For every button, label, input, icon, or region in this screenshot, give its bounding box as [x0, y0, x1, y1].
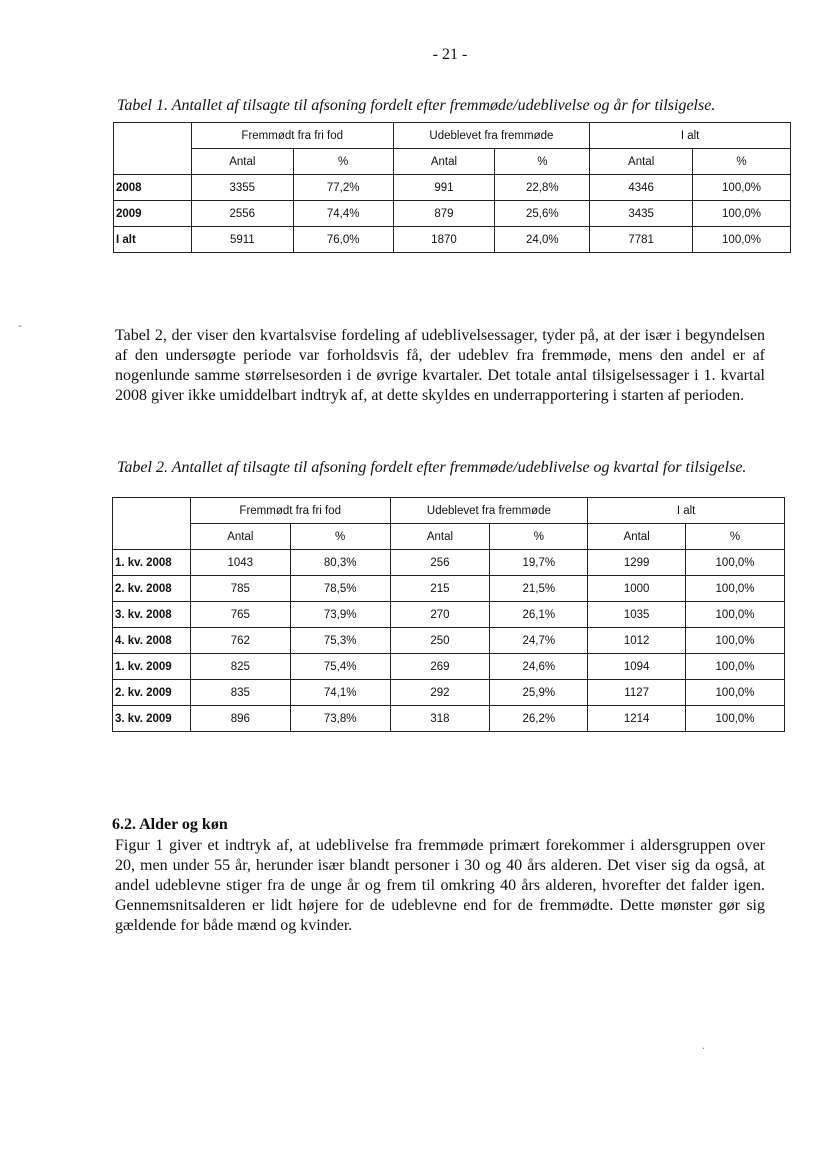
- table-row: [113, 550, 785, 576]
- table-cell: 100,0%: [686, 628, 785, 654]
- table-cell: 292: [390, 680, 490, 706]
- table-cell: 24,7%: [490, 628, 588, 654]
- table-cell: 75,3%: [290, 628, 390, 654]
- table2-sub-header: Antal: [390, 524, 490, 550]
- table-cell: 100,0%: [693, 175, 791, 201]
- table-cell: 25,9%: [490, 680, 588, 706]
- table1-corner-cell: [114, 123, 192, 175]
- section-heading: 6.2. Alder og køn: [112, 816, 228, 833]
- table-cell: 21,5%: [490, 576, 588, 602]
- table2-sub-header: %: [686, 524, 785, 550]
- table-cell: 76,0%: [293, 227, 393, 253]
- table2-sub-header: %: [290, 524, 390, 550]
- table2-corner-cell: [113, 498, 191, 550]
- table-cell: 73,9%: [290, 602, 390, 628]
- table-row: [113, 602, 785, 628]
- table-cell: 269: [390, 654, 490, 680]
- table-cell: 100,0%: [686, 654, 785, 680]
- table2-sub-header: %: [490, 524, 588, 550]
- table2-sub-header: Antal: [190, 524, 290, 550]
- table-cell: 215: [390, 576, 490, 602]
- table-row: [113, 654, 785, 680]
- body-paragraph: Figur 1 giver et indtryk af, at udeblivelse fra fremmøde primært forekommer i aldersgruppen over 20, men under 55 år, herunder især blandt personer i 30 og 40 års alderen. Det viser sig da også, at andel udeblevne stiger fra de unge år og frem til omkring 40 års alderen, hvorefter det falder igen. Gennemsnitsalderen er lidt højere for de udeblevne end for de fremmødte. Dette mønster gør sig gældende for både mænd og kvinder.: [115, 837, 765, 934]
- table-cell: 77,2%: [293, 175, 393, 201]
- table-cell: 5911: [191, 227, 293, 253]
- table-cell: 100,0%: [686, 706, 785, 732]
- table-cell: 73,8%: [290, 706, 390, 732]
- table-cell: 896: [190, 706, 290, 732]
- table-cell: 2556: [191, 201, 293, 227]
- table-cell: 100,0%: [693, 227, 791, 253]
- table2-group-header-row: [113, 498, 785, 524]
- table1-sub-header: %: [693, 149, 791, 175]
- table1-sub-header: %: [293, 149, 393, 175]
- table1: [113, 122, 791, 253]
- table-cell: 318: [390, 706, 490, 732]
- row-label: 3. kv. 2008: [113, 602, 191, 628]
- table1-group-header: I alt: [590, 123, 791, 149]
- table1-sub-header: Antal: [393, 149, 495, 175]
- table-cell: 24,6%: [490, 654, 588, 680]
- table-cell: 1043: [190, 550, 290, 576]
- table-row: [113, 706, 785, 732]
- table-cell: 4346: [590, 175, 693, 201]
- table1-group-header: Fremmødt fra fri fod: [191, 123, 393, 149]
- table-cell: 785: [190, 576, 290, 602]
- table-row: [113, 680, 785, 706]
- table2-group-header: I alt: [588, 498, 785, 524]
- table-cell: 100,0%: [686, 576, 785, 602]
- table-cell: 74,1%: [290, 680, 390, 706]
- table-cell: 835: [190, 680, 290, 706]
- row-label: 1. kv. 2009: [113, 654, 191, 680]
- row-label: 2. kv. 2008: [113, 576, 191, 602]
- table-cell: 3355: [191, 175, 293, 201]
- row-label: 2. kv. 2009: [113, 680, 191, 706]
- table-cell: 1299: [588, 550, 686, 576]
- table-cell: 22,8%: [495, 175, 590, 201]
- table-cell: 3435: [590, 201, 693, 227]
- table2-sub-header-row: [113, 524, 785, 550]
- table-cell: 78,5%: [290, 576, 390, 602]
- table-cell: 1012: [588, 628, 686, 654]
- table1-sub-header-row: [114, 149, 791, 175]
- table-cell: 100,0%: [693, 201, 791, 227]
- table-cell: 80,3%: [290, 550, 390, 576]
- table2: [112, 497, 785, 732]
- table-cell: 250: [390, 628, 490, 654]
- table-cell: 100,0%: [686, 602, 785, 628]
- table1-group-header: Udeblevet fra fremmøde: [393, 123, 590, 149]
- table-cell: 879: [393, 201, 495, 227]
- table-cell: 24,0%: [495, 227, 590, 253]
- table-row: [114, 175, 791, 201]
- table2-group-header: Udeblevet fra fremmøde: [390, 498, 588, 524]
- table-cell: 1214: [588, 706, 686, 732]
- table-cell: 7781: [590, 227, 693, 253]
- table1-sub-header: Antal: [590, 149, 693, 175]
- row-label: 2008: [114, 175, 192, 201]
- table-cell: 1000: [588, 576, 686, 602]
- table1-sub-header: Antal: [191, 149, 293, 175]
- table1-sub-header: %: [495, 149, 590, 175]
- table1-group-header-row: [114, 123, 791, 149]
- table-cell: 765: [190, 602, 290, 628]
- table-row: [114, 201, 791, 227]
- table-cell: 991: [393, 175, 495, 201]
- table-cell: 256: [390, 550, 490, 576]
- table-cell: 26,2%: [490, 706, 588, 732]
- row-label: 1. kv. 2008: [113, 550, 191, 576]
- table-cell: 1094: [588, 654, 686, 680]
- table-cell: 1127: [588, 680, 686, 706]
- table-cell: 1035: [588, 602, 686, 628]
- scan-mark: -: [18, 318, 22, 332]
- table-cell: 100,0%: [686, 550, 785, 576]
- table-cell: 762: [190, 628, 290, 654]
- body-paragraph: Tabel 2, der viser den kvartalsvise fordeling af udeblivelsessager, tyder på, at der især i begyndelsen af den undersøgte periode var forholdsvis få, der udeblev fra fremmøde, mens den andel er af nogenlunde samme størrelsesorden i de øvrige kvartaler. Det totale antal tilsigelsessager i 1. kvartal 2008 giver ikke umiddelbart indtryk af, at dette skyldes en underrapportering i starten af perioden.: [115, 327, 765, 404]
- table-cell: 825: [190, 654, 290, 680]
- table-cell: 100,0%: [686, 680, 785, 706]
- table2-group-header: Fremmødt fra fri fod: [190, 498, 390, 524]
- row-label: 4. kv. 2008: [113, 628, 191, 654]
- table-cell: 75,4%: [290, 654, 390, 680]
- table-cell: 26,1%: [490, 602, 588, 628]
- table-row: [113, 576, 785, 602]
- table-row: [114, 227, 791, 253]
- table-row: [113, 628, 785, 654]
- table-cell: 270: [390, 602, 490, 628]
- page-number: - 21 -: [432, 46, 468, 63]
- table-cell: 74,4%: [293, 201, 393, 227]
- row-label: 2009: [114, 201, 192, 227]
- table2-sub-header: Antal: [588, 524, 686, 550]
- scan-mark: .: [702, 1038, 705, 1052]
- table-cell: 19,7%: [490, 550, 588, 576]
- row-label: 3. kv. 2009: [113, 706, 191, 732]
- table1-caption: Tabel 1. Antallet af tilsagte til afsoning fordelt efter fremmøde/udeblivelse og år for tilsigelse.: [117, 97, 716, 114]
- table-cell: 25,6%: [495, 201, 590, 227]
- row-label: I alt: [114, 227, 192, 253]
- table2-caption: Tabel 2. Antallet af tilsagte til afsoning fordelt efter fremmøde/udeblivelse og kvartal for tilsigelse.: [117, 459, 747, 476]
- table-cell: 1870: [393, 227, 495, 253]
